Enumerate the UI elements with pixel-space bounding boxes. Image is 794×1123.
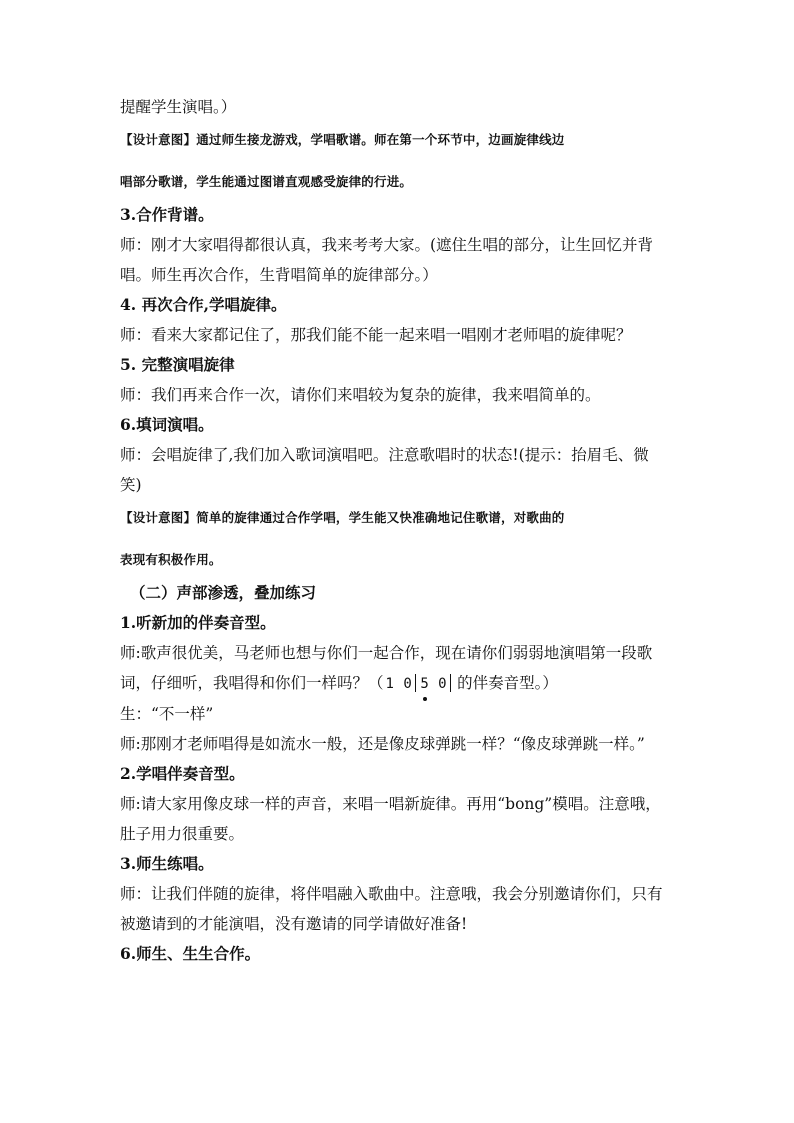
- document-page: [120, 96, 680, 965]
- paragraph: 师：看来大家都记住了，那我们能不能一起来唱一唱刚才老师唱的旋律呢？: [120, 326, 632, 344]
- paragraph: 师：让我们伴随的旋律，将伴唱融入歌曲中。注意哦，我会分别邀请你们，只有: [120, 885, 663, 903]
- notation-part-1: 1 0: [385, 676, 413, 692]
- paragraph: 师:请大家用像皮球一样的声音，来唱一唱新旋律。再用“bong”模唱。注意哦，: [120, 795, 661, 813]
- paragraph: 师：会唱旋律了,我们加入歌词演唱吧。注意歌唱时的状态!(提示：抬眉毛、微: [120, 446, 649, 464]
- paragraph: 被邀请到的才能演唱，没有邀请的同学请做好准备!: [120, 915, 468, 933]
- paragraph: 提醒学生演唱。）: [120, 98, 237, 116]
- paragraph: 唱。师生再次合作，生背唱简单的旋律部分。）: [120, 266, 438, 284]
- design-intent-note-cont: 唱部分歌谱，学生能通过图谱直观感受旋律的行进。: [120, 174, 413, 189]
- notation-part-3: 0: [429, 676, 448, 692]
- paragraph: 肚子用力很重要。: [120, 825, 245, 843]
- paragraph: 师：刚才大家唱得都很认真，我来考考大家。(遮住生唱的部分，让生回忆并背: [120, 236, 654, 254]
- rhythm-notation: [384, 673, 458, 695]
- paragraph-with-notation: [120, 672, 680, 695]
- subheading-2: 2.学唱伴奏音型。: [120, 764, 245, 783]
- design-intent-note-cont: 表现有积极作用。: [120, 552, 222, 567]
- paragraph: 生：“不一样”: [120, 705, 214, 723]
- design-intent-note: 【设计意图】简单的旋律通过合作学唱，学生能又快准确地记住歌谱，对歌曲的: [120, 510, 565, 525]
- subheading-3: 3.师生练唱。: [120, 854, 214, 873]
- low-octave-dot: [423, 697, 427, 701]
- heading-6: 6.填词演唱。: [120, 415, 214, 434]
- bar-line: [450, 674, 451, 692]
- notation-part-2: 5: [420, 676, 430, 692]
- paragraph: 师:歌声很优美，马老师也想与你们一起合作，现在请你们弱弱地演唱第一段歌: [120, 644, 653, 662]
- heading-3: 3.合作背谱。: [120, 205, 214, 224]
- paragraph-text: 词，仔细听，我唱得和你们一样吗？（: [120, 674, 384, 692]
- paragraph: 师：我们再来合作一次，请你们来唱较为复杂的旋律，我来唱简单的。: [120, 386, 601, 404]
- section-heading: （二）声部渗透，叠加练习: [130, 583, 317, 602]
- subheading-6: 6.师生、生生合作。: [120, 944, 261, 963]
- heading-5: 5. 完整演唱旋律: [120, 355, 235, 374]
- paragraph: 师:那刚才老师唱得是如流水一般，还是像皮球弹跳一样？“像皮球弹跳一样。”: [120, 735, 645, 753]
- bar-line: [415, 674, 416, 692]
- paragraph-text: 的伴奏音型。）: [457, 674, 558, 692]
- note-5-with-dot: [420, 673, 429, 695]
- subheading-1: 1.听新加的伴奏音型。: [120, 613, 276, 632]
- paragraph: 笑): [120, 476, 142, 494]
- heading-4: 4. 再次合作,学唱旋律。: [120, 295, 287, 314]
- design-intent-note: 【设计意图】通过师生接龙游戏，学唱歌谱。师在第一个环节中，边画旋律线边: [120, 132, 565, 147]
